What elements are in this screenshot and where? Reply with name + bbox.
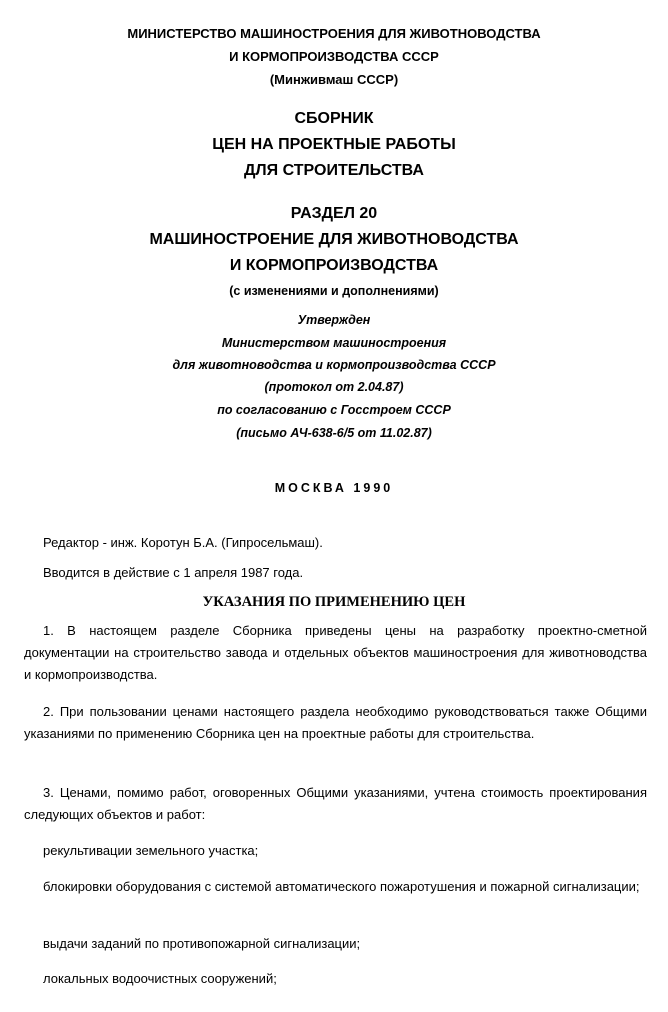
list-item: выдачи заданий по противопожарной сигнализации;	[43, 936, 361, 951]
collection-title-line-2: ЦЕН НА ПРОЕКТНЫЕ РАБОТЫ	[212, 136, 456, 153]
approval-line-6: (письмо АЧ-638-6/5 от 11.02.87)	[236, 426, 432, 440]
effective-date-line: Вводится в действие с 1 апреля 1987 года.	[43, 565, 304, 580]
section-title-line-3: И КОРМОПРОИЗВОДСТВА	[229, 257, 439, 274]
instruction-paragraph-2: 2. При пользовании ценами настоящего раздела необходимо руководствоваться также Общими указаниями по применению Сборника цен на проектные работы для строительства.	[24, 704, 647, 741]
section-title-line-1: РАЗДЕЛ 20	[290, 205, 378, 222]
collection-title-line-1: СБОРНИК	[294, 110, 374, 127]
section-amendments-note: (с изменениями и дополнениями)	[229, 284, 439, 298]
approval-line-5: по согласованию с Госстроем СССР	[217, 403, 451, 417]
list-item: блокировки оборудования с системой автоматического пожаротушения и пожарной сигнализации;	[43, 879, 640, 894]
approval-line-4: (протокол от 2.04.87)	[264, 380, 404, 394]
approval-line-3: для животноводства и кормопроизводства СССР	[172, 358, 496, 372]
instructions-heading: УКАЗАНИЯ ПО ПРИМЕНЕНИЮ ЦЕН	[202, 594, 466, 610]
instruction-paragraph-3: 3. Ценами, помимо работ, оговоренных Общими указаниями, учтена стоимость проектирования следующих объектов и работ:	[24, 785, 647, 822]
approval-line-2: Министерством машиностроения	[221, 336, 447, 350]
approval-line-1: Утвержден	[297, 313, 371, 327]
list-item: рекультивации земельного участка;	[43, 843, 259, 858]
ministry-line-1: МИНИСТЕРСТВО МАШИНОСТРОЕНИЯ ДЛЯ ЖИВОТНОВОДСТВА	[127, 26, 541, 41]
ministry-abbreviation: (Минживмаш СССР)	[269, 72, 399, 87]
list-item: локальных водоочистных сооружений;	[43, 971, 277, 986]
city-year: МОСКВА 1990	[274, 481, 394, 495]
instruction-paragraph-1: 1. В настоящем разделе Сборника приведены цены на разработку проектно-сметной документации на строительство завода и отдельных объектов машиностроения для животноводства и кормопроизводства.	[24, 623, 647, 682]
editor-line: Редактор - инж. Коротун Б.А. (Гипросельмаш).	[43, 535, 323, 550]
ministry-line-2: И КОРМОПРОИЗВОДСТВА СССР	[229, 49, 439, 64]
collection-title-line-3: ДЛЯ СТРОИТЕЛЬСТВА	[244, 162, 424, 179]
section-title-line-2: МАШИНОСТРОЕНИЕ ДЛЯ ЖИВОТНОВОДСТВА	[149, 231, 519, 248]
